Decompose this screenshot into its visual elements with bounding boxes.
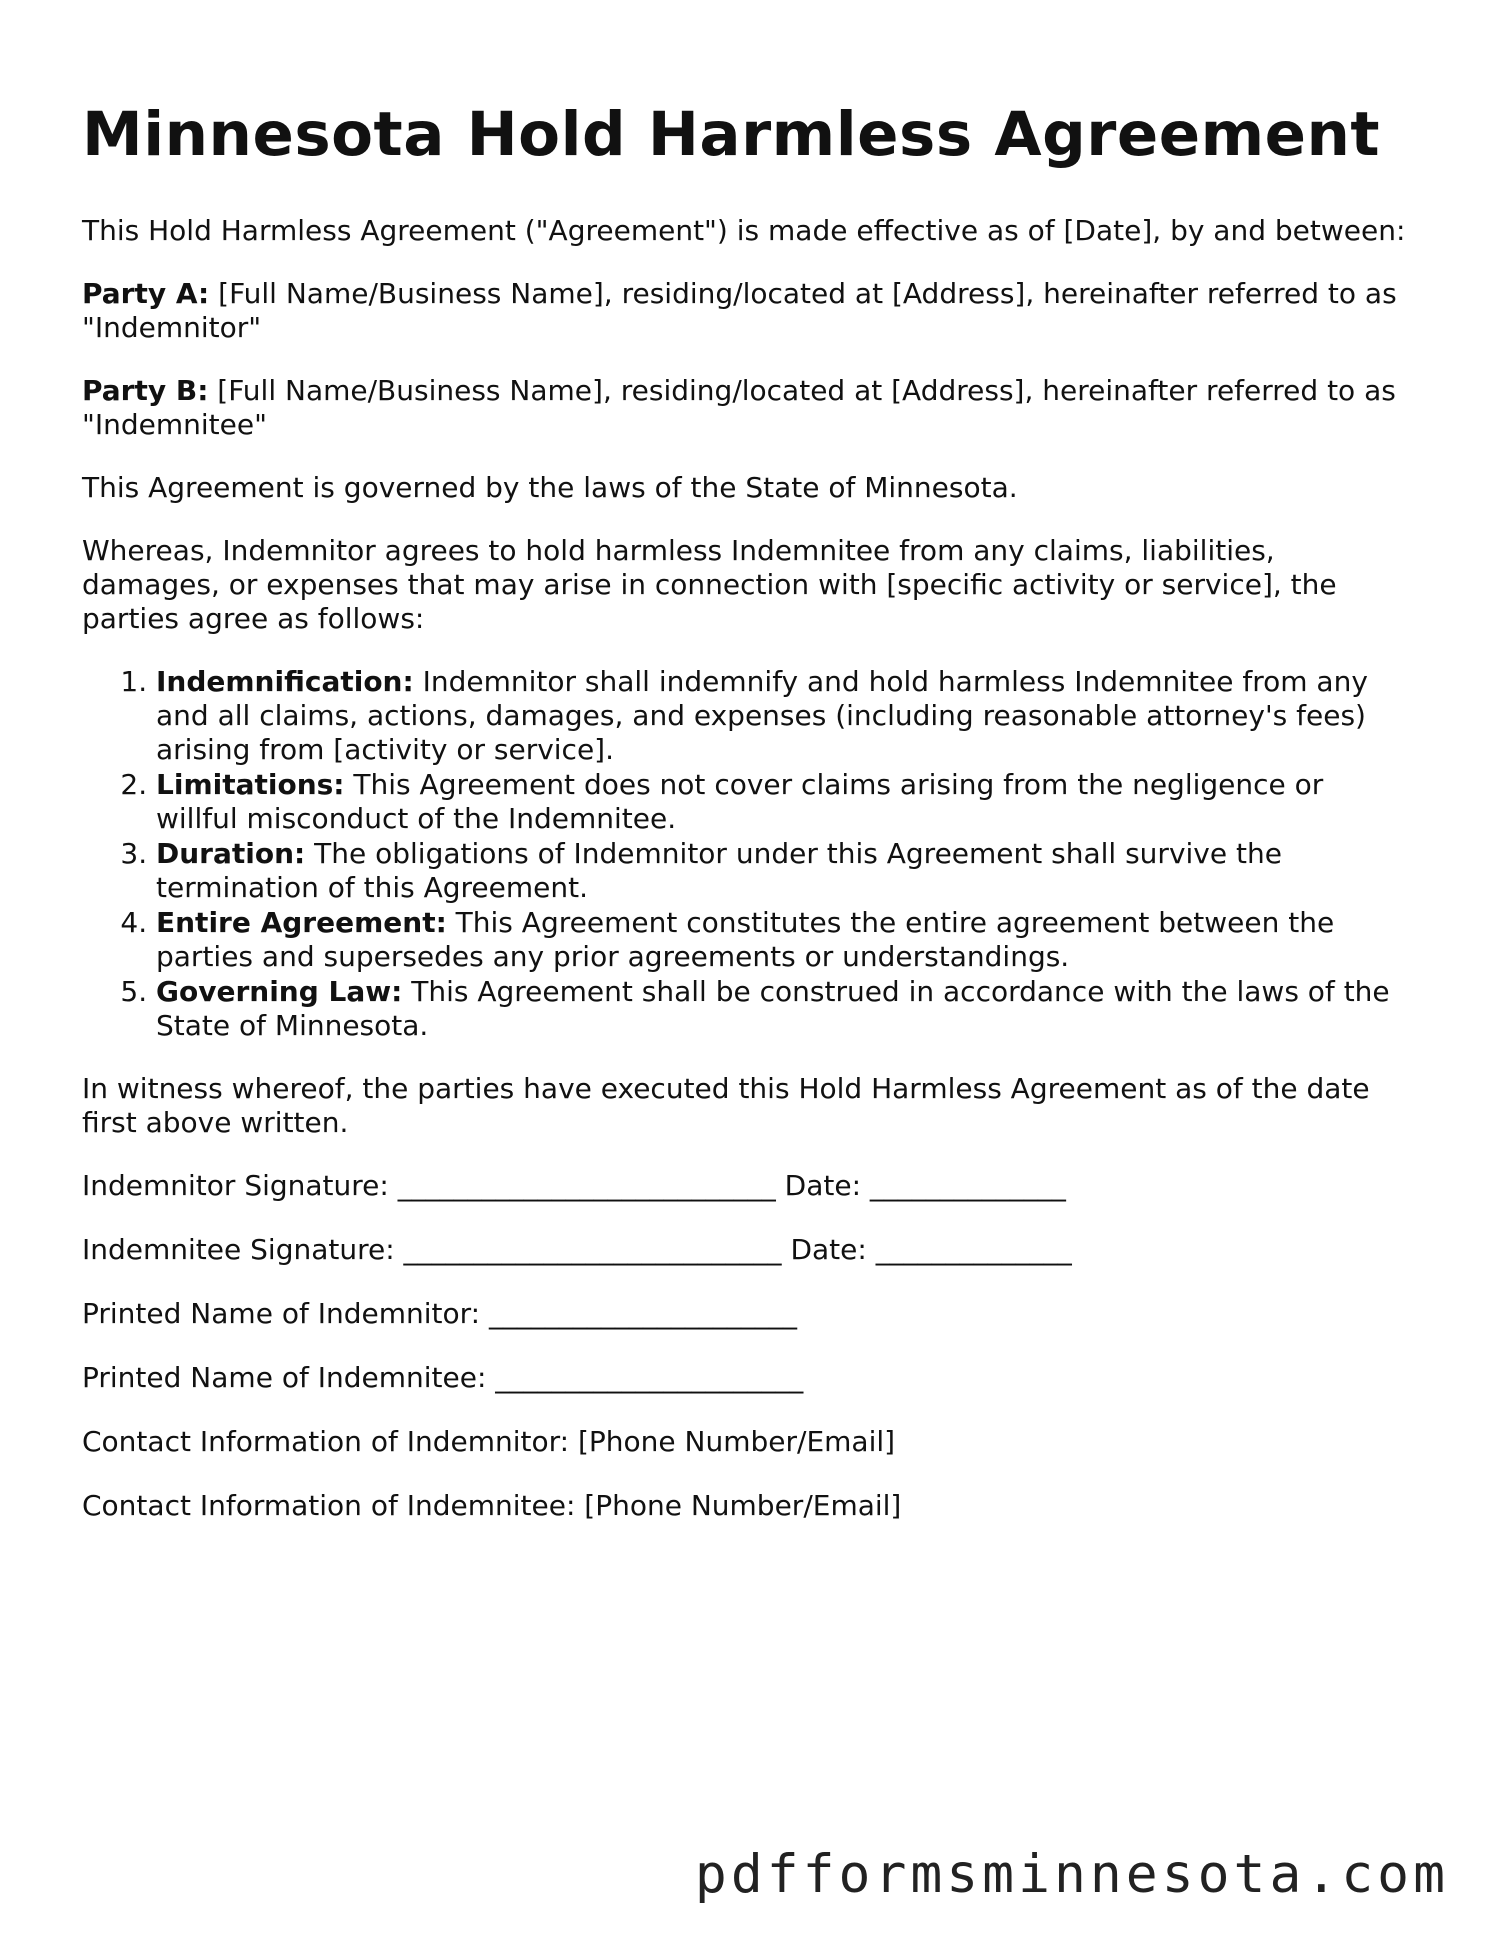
party-a-paragraph	[82, 277, 1412, 345]
clause-list	[82, 665, 1412, 1043]
governing-statement: This Agreement is governed by the laws of the State of Minnesota.	[82, 471, 1018, 505]
clause-item	[156, 768, 1412, 836]
clause-text: This Agreement constitutes the entire agreement between the parties and supersedes any prior agreements or understandings.	[156, 906, 1335, 974]
whereas-paragraph: Whereas, Indemnitor agrees to hold harmless Indemnitee from any claims, liabilities, damages, or expenses that may arise in connection with [specific activity or service], the parties agree as follows:	[82, 534, 1337, 636]
indemnitor-signature-field[interactable]: Indemnitor Signature: ___________________________ Date: ______________	[82, 1169, 1066, 1203]
party-b-text: [Full Name/Business Name], residing/located at [Address], hereinafter referred to as "Indemnitee"	[82, 374, 1396, 442]
clause-heading: Entire Agreement:	[156, 906, 447, 940]
clause-heading: Duration:	[156, 837, 306, 871]
clause-item	[156, 906, 1412, 974]
clause-heading: Governing Law:	[156, 975, 403, 1009]
clause-text: The obligations of Indemnitor under this Agreement shall survive the termination of this Agreement.	[156, 837, 1282, 905]
clause-item	[156, 975, 1412, 1043]
indemnitor-printed-name-field[interactable]: Printed Name of Indemnitor: ______________________	[82, 1297, 797, 1331]
clause-heading: Indemnification:	[156, 665, 414, 699]
clause-heading: Limitations:	[156, 768, 345, 802]
document-title: Minnesota Hold Harmless Agreement	[82, 99, 1381, 170]
footer-watermark: pdfformsminnesota.com	[694, 1844, 1449, 1905]
indemnitee-contact-field[interactable]: Contact Information of Indemnitee: [Phone Number/Email]	[82, 1489, 902, 1523]
party-a-text: [Full Name/Business Name], residing/located at [Address], hereinafter referred to as "Indemnitor"	[82, 277, 1397, 345]
party-b-paragraph	[82, 374, 1412, 442]
document-page	[82, 100, 1412, 1553]
indemnitor-contact-field[interactable]: Contact Information of Indemnitor: [Phone Number/Email]	[82, 1425, 896, 1459]
indemnitee-printed-name-field[interactable]: Printed Name of Indemnitee: ______________________	[82, 1361, 804, 1395]
clause-text: This Agreement does not cover claims arising from the negligence or willful misconduct of the Indemnitee.	[156, 768, 1324, 836]
clause-item	[156, 665, 1412, 767]
witness-paragraph: In witness whereof, the parties have executed this Hold Harmless Agreement as of the date first above written.	[82, 1072, 1370, 1140]
indemnitee-signature-field[interactable]: Indemnitee Signature: ___________________________ Date: ______________	[82, 1233, 1072, 1267]
party-a-label: Party A:	[82, 277, 210, 311]
clause-text: Indemnitor shall indemnify and hold harmless Indemnitee from any and all claims, actions, damages, and expenses (including reasonable attorney's fees) arising from [activity or service].	[156, 665, 1368, 767]
intro-paragraph: This Hold Harmless Agreement ("Agreement") is made effective as of [Date], by and between:	[82, 214, 1406, 248]
party-b-label: Party B:	[82, 374, 209, 408]
clause-item	[156, 837, 1412, 905]
clause-text: This Agreement shall be construed in accordance with the laws of the State of Minnesota.	[156, 975, 1390, 1043]
